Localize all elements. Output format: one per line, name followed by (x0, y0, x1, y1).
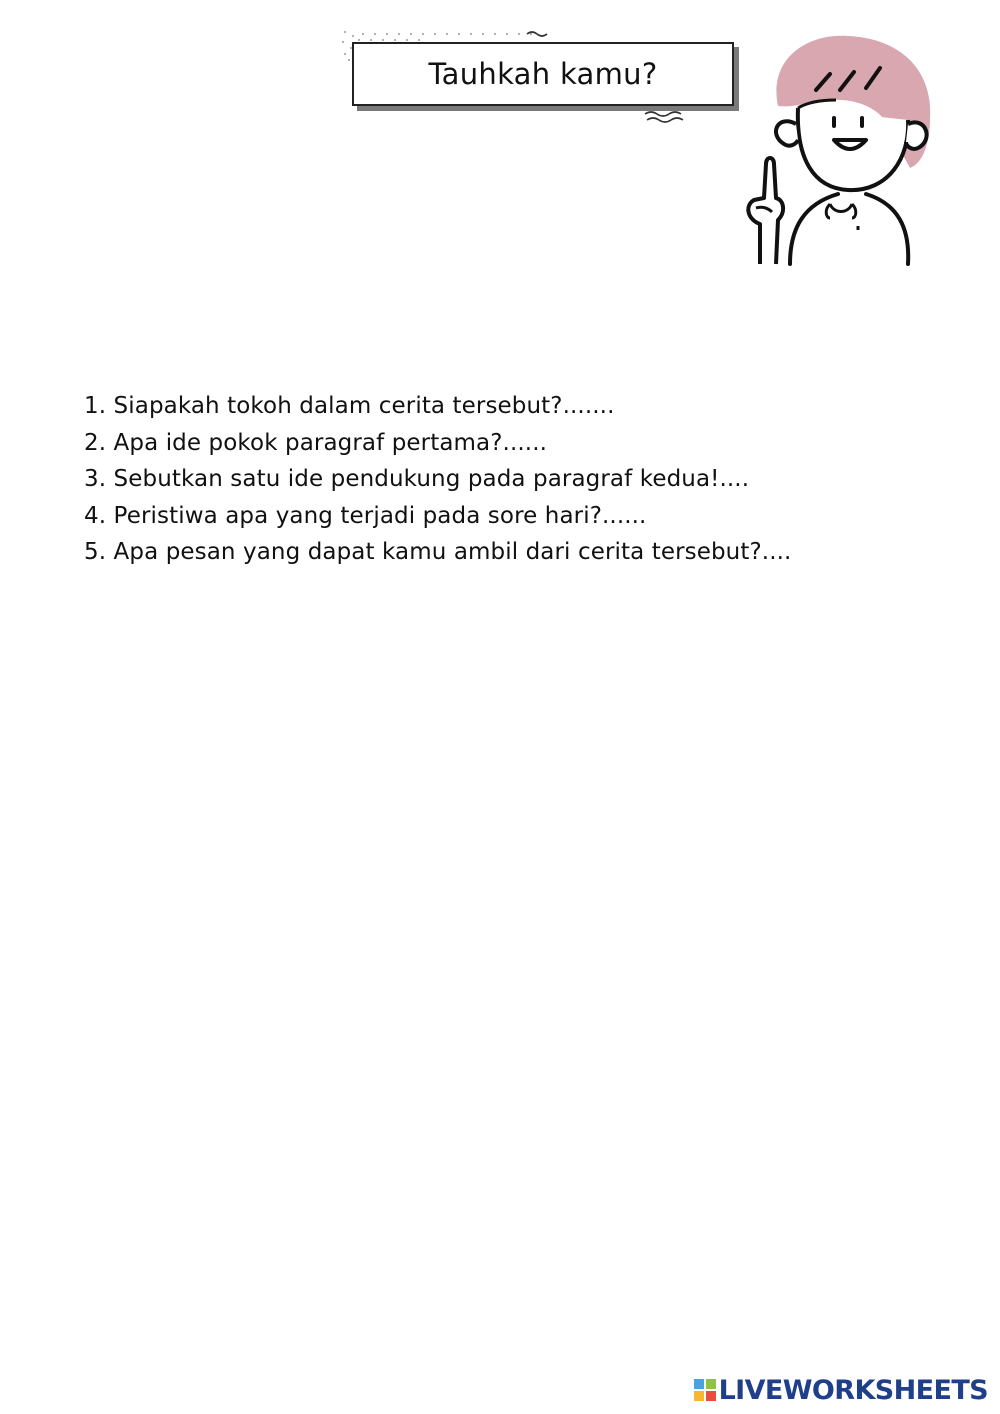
title-box (352, 42, 734, 106)
watermark-text: LIVEWORKSHEETS (718, 1374, 988, 1406)
pointing-child-icon (738, 28, 938, 268)
left-ear-icon (776, 121, 798, 145)
collar-icon (826, 204, 856, 218)
page-title: Tauhkah kamu? (428, 57, 658, 91)
question-item: 1. Siapakah tokoh dalam cerita tersebut?....... (84, 393, 615, 419)
pointing-hand-icon (748, 158, 783, 264)
question-item: 3. Sebutkan satu ide pendukung pada paragraf kedua!.... (84, 466, 750, 492)
question-item: 2. Apa ide pokok paragraf pertama?...... (84, 429, 548, 456)
question-list (84, 388, 791, 571)
liveworksheets-logo-icon (694, 1379, 716, 1401)
squiggle-bottom-icon (645, 112, 683, 122)
question-item: 5. Apa pesan yang dapat kamu ambil dari cerita tersebut?.... (84, 539, 792, 565)
body-outline (790, 194, 908, 264)
question-item: 4. Peristiwa apa yang terjadi pada sore hari?...... (84, 502, 647, 529)
right-ear-icon (906, 122, 927, 149)
liveworksheets-watermark (694, 1374, 988, 1406)
